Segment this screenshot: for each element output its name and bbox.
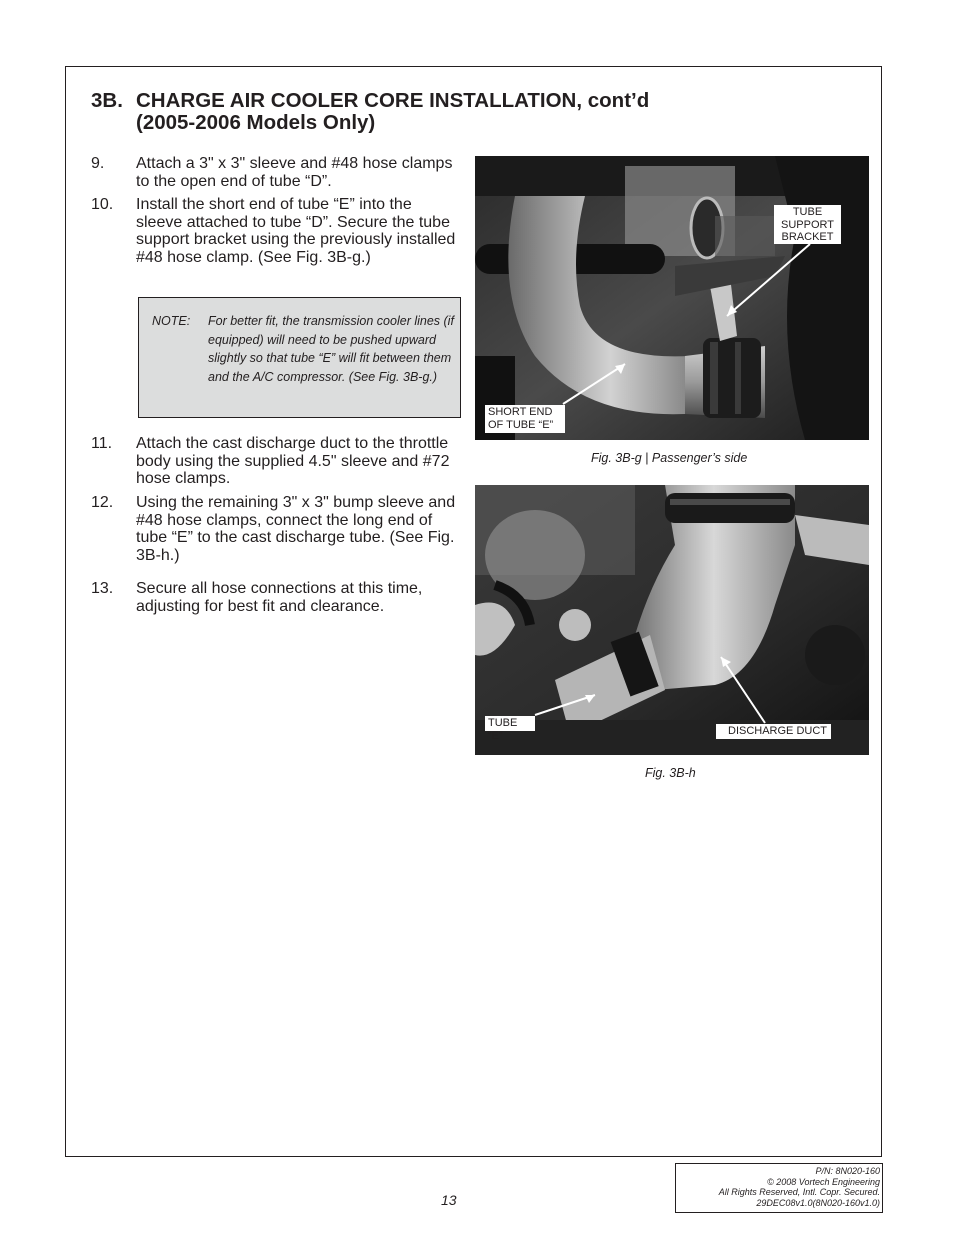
step-number: 13.: [91, 580, 114, 597]
callout-tube-e: TUBE “E”: [485, 716, 535, 731]
figure-3b-g-arrows: [475, 156, 869, 440]
figure-3b-g-caption: Fig. 3B-g | Passenger’s side: [591, 451, 748, 465]
page-number: 13: [441, 1192, 457, 1208]
callout-line: BRACKET: [781, 231, 834, 243]
step-text: Attach a 3" x 3" sleeve and #48 hose clamps to the open end of tube “D”.: [136, 155, 453, 190]
discharge-arrow-line: [721, 657, 765, 723]
step-text: Install the short end of tube “E” into the sleeve attached to tube “D”. Secure the tube support bracket using the previously installed #48 hose clamp. (See Fig. 3B-g.): [136, 196, 456, 266]
footer-info-box: [675, 1163, 883, 1213]
footer-version: 29DEC08v1.0(8N020-160v1.0): [756, 1197, 880, 1208]
note-text: For better fit, the transmission cooler lines (if equipped) will need to be pushed upward slightly so that tube “E” will fit between them and the A/C compressor. (See Fig. 3B-g.): [208, 314, 454, 384]
figure-3b-h-arrows: [475, 485, 869, 755]
step-text: Using the remaining 3" x 3" bump sleeve and #48 hose clamps, connect the long end of tube “E” to the cast discharge tube. (See Fig. 3B-h.): [136, 494, 456, 564]
callout-line: OF TUBE “E”: [488, 418, 554, 431]
short-end-arrow-line: [563, 364, 625, 404]
note-label: NOTE:: [152, 314, 191, 328]
callout-discharge-duct: DISCHARGE DUCT: [716, 724, 831, 739]
callout-tube-support-bracket: [774, 205, 841, 244]
section-number: 3B.: [91, 89, 123, 112]
tube-e-arrow-line: [535, 695, 595, 715]
callout-short-end: [485, 405, 565, 433]
bracket-arrow-line: [727, 244, 810, 316]
footer-part-number: P/N: 8N020-160: [815, 1166, 880, 1176]
step-text: Attach the cast discharge duct to the throttle body using the supplied 4.5" sleeve and #72 hose clamps.: [136, 435, 450, 488]
step-number: 9.: [91, 155, 105, 172]
section-heading: [91, 90, 649, 134]
step-number: 12.: [91, 494, 114, 511]
footer-rights: All Rights Reserved, Intl. Copr. Secured.: [718, 1187, 880, 1198]
figure-3b-h-caption: Fig. 3B-h: [645, 766, 696, 780]
callout-line: SUPPORT: [781, 218, 834, 231]
step-number: 11.: [91, 435, 113, 452]
note-box: [138, 297, 461, 418]
callout-line: SHORT END: [488, 406, 553, 418]
step-text: Secure all hose connections at this time, adjusting for best fit and clearance.: [136, 580, 423, 615]
footer-copyright: © 2008 Vortech Engineering: [767, 1176, 880, 1187]
tube-e-arrow-head: [585, 695, 595, 703]
section-title-line-1: CHARGE AIR COOLER CORE INSTALLATION, cont’d: [136, 89, 650, 112]
callout-line: TUBE: [792, 206, 823, 218]
step-number: 10.: [91, 196, 114, 213]
section-title-line-2: (2005-2006 Models Only): [136, 111, 376, 134]
bracket-arrow-head: [727, 305, 737, 316]
